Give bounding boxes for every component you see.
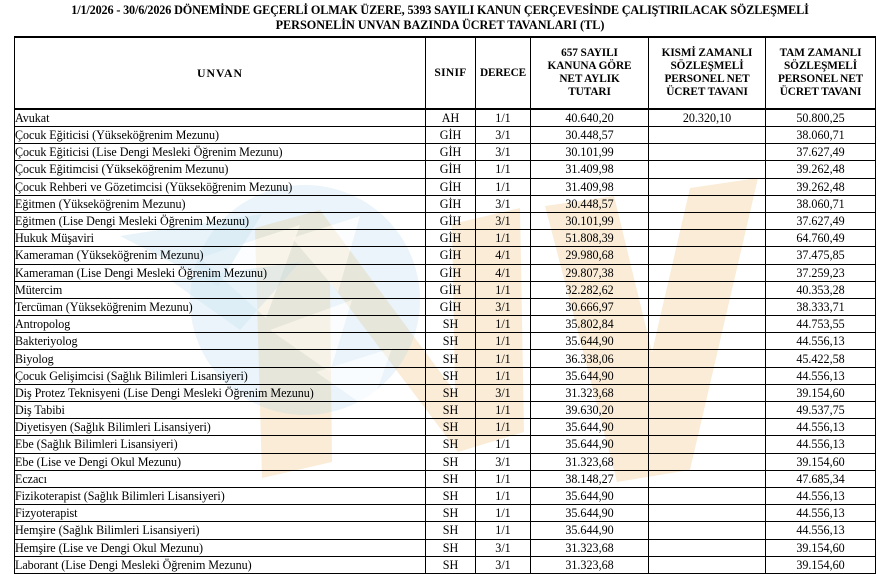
- cell-sinif: SH: [426, 505, 476, 522]
- table-row: [15, 402, 876, 419]
- table-row: [15, 127, 876, 144]
- page-title-line-1: 1/1/2026 - 30/6/2026 DÖNEMİNDE GEÇERLİ OLMAK ÜZERE, 5393 SAYILI KANUN ÇERÇEVESİNDE ÇALIŞTIRILACAK SÖZLEŞMELİ: [71, 3, 809, 17]
- cell-unvan: Eğitmen (Yükseköğrenim Mezunu): [15, 195, 426, 212]
- cell-unvan: Kameraman (Yükseköğrenim Mezunu): [15, 247, 426, 264]
- cell-tam: 38.060,71: [766, 195, 876, 212]
- cell-derece: 3/1: [476, 298, 531, 315]
- cell-tam: 37.627,49: [766, 212, 876, 229]
- cell-unvan: Diş Protez Teknisyeni (Lise Dengi Mesleki Öğrenim Mezunu): [15, 384, 426, 401]
- cell-tam: 40.353,28: [766, 281, 876, 298]
- cell-sinif: GİH: [426, 161, 476, 178]
- cell-derece: 3/1: [476, 212, 531, 229]
- column-header-derece: DERECE: [476, 37, 531, 109]
- header-line: PERSONEL NET: [777, 73, 864, 85]
- cell-sinif: SH: [426, 436, 476, 453]
- cell-kismi: 20.320,10: [649, 109, 766, 127]
- table-row: [15, 333, 876, 350]
- document-title-block: [0, 0, 880, 32]
- cell-tam: 64.760,49: [766, 230, 876, 247]
- table-header: [15, 37, 876, 109]
- cell-unvan: Antropolog: [15, 316, 426, 333]
- table-row: [15, 178, 876, 195]
- cell-unvan: Çocuk Eğiticisi (Lise Dengi Mesleki Öğrenim Mezunu): [15, 144, 426, 161]
- cell-net-aylik: 31.323,68: [531, 539, 649, 556]
- cell-kismi: [649, 470, 766, 487]
- cell-unvan: Laborant (Lise Dengi Mesleki Öğrenim Mezunu): [15, 556, 426, 573]
- cell-unvan: Kameraman (Lise Dengi Mesleki Öğrenim Mezunu): [15, 264, 426, 281]
- cell-net-aylik: 35.644,90: [531, 522, 649, 539]
- cell-net-aylik: 36.338,06: [531, 350, 649, 367]
- cell-kismi: [649, 384, 766, 401]
- cell-net-aylik: 35.644,90: [531, 436, 649, 453]
- table-row: [15, 539, 876, 556]
- cell-unvan: Biyolog: [15, 350, 426, 367]
- table-header-row: [15, 37, 876, 109]
- cell-derece: 1/1: [476, 281, 531, 298]
- column-header-tam-zamanli: [766, 37, 876, 109]
- cell-tam: 44.753,55: [766, 316, 876, 333]
- cell-unvan: Çocuk Eğitimcisi (Yükseköğrenim Mezunu): [15, 161, 426, 178]
- cell-derece: 1/1: [476, 350, 531, 367]
- cell-kismi: [649, 316, 766, 333]
- cell-kismi: [649, 195, 766, 212]
- table-row: [15, 144, 876, 161]
- cell-unvan: Ebe (Lise ve Dengi Okul Mezunu): [15, 453, 426, 470]
- cell-sinif: SH: [426, 470, 476, 487]
- cell-tam: 45.422,58: [766, 350, 876, 367]
- cell-kismi: [649, 144, 766, 161]
- cell-sinif: GİH: [426, 247, 476, 264]
- cell-net-aylik: 31.409,98: [531, 178, 649, 195]
- table-row: [15, 505, 876, 522]
- cell-net-aylik: 35.802,84: [531, 316, 649, 333]
- cell-tam: 39.154,60: [766, 384, 876, 401]
- table-row: [15, 350, 876, 367]
- cell-kismi: [649, 419, 766, 436]
- cell-unvan: Mütercim: [15, 281, 426, 298]
- cell-tam: 44.556,13: [766, 522, 876, 539]
- cell-net-aylik: 30.101,99: [531, 212, 649, 229]
- cell-derece: 1/1: [476, 230, 531, 247]
- table-row: [15, 470, 876, 487]
- cell-unvan: Bakteriyolog: [15, 333, 426, 350]
- cell-net-aylik: 35.644,90: [531, 367, 649, 384]
- cell-net-aylik: 31.323,68: [531, 556, 649, 573]
- cell-unvan: Fizyoterapist: [15, 505, 426, 522]
- cell-unvan: Eğitmen (Lise Dengi Mesleki Öğrenim Mezunu): [15, 212, 426, 229]
- cell-kismi: [649, 230, 766, 247]
- cell-net-aylik: 31.409,98: [531, 161, 649, 178]
- cell-derece: 1/1: [476, 161, 531, 178]
- cell-unvan: Diş Tabibi: [15, 402, 426, 419]
- cell-sinif: GİH: [426, 127, 476, 144]
- cell-kismi: [649, 333, 766, 350]
- cell-kismi: [649, 522, 766, 539]
- cell-tam: 44.556,13: [766, 436, 876, 453]
- salary-table: [14, 36, 876, 574]
- cell-net-aylik: 31.323,68: [531, 453, 649, 470]
- cell-unvan: Hemşire (Sağlık Bilimleri Lisansiyeri): [15, 522, 426, 539]
- cell-tam: 44.556,13: [766, 487, 876, 504]
- cell-derece: 1/1: [476, 522, 531, 539]
- cell-derece: 3/1: [476, 556, 531, 573]
- cell-kismi: [649, 350, 766, 367]
- cell-sinif: SH: [426, 556, 476, 573]
- header-line: TUTARI: [568, 86, 611, 98]
- cell-kismi: [649, 247, 766, 264]
- cell-derece: 3/1: [476, 127, 531, 144]
- cell-net-aylik: 31.323,68: [531, 384, 649, 401]
- table-row: [15, 264, 876, 281]
- cell-tam: 44.556,13: [766, 419, 876, 436]
- cell-sinif: SH: [426, 539, 476, 556]
- cell-kismi: [649, 402, 766, 419]
- cell-derece: 1/1: [476, 402, 531, 419]
- cell-derece: 1/1: [476, 178, 531, 195]
- table-row: [15, 161, 876, 178]
- cell-derece: 1/1: [476, 487, 531, 504]
- cell-unvan: Hukuk Müşaviri: [15, 230, 426, 247]
- cell-derece: 3/1: [476, 144, 531, 161]
- cell-derece: 4/1: [476, 247, 531, 264]
- cell-sinif: SH: [426, 333, 476, 350]
- table-row: [15, 384, 876, 401]
- cell-kismi: [649, 367, 766, 384]
- cell-net-aylik: 40.640,20: [531, 109, 649, 127]
- header-line: SÖZLEŞMELİ: [670, 60, 744, 72]
- cell-sinif: GİH: [426, 230, 476, 247]
- cell-sinif: SH: [426, 350, 476, 367]
- table-row: [15, 109, 876, 127]
- cell-unvan: Tercüman (Yükseköğrenim Mezunu): [15, 298, 426, 315]
- cell-kismi: [649, 453, 766, 470]
- cell-derece: 1/1: [476, 436, 531, 453]
- cell-derece: 3/1: [476, 195, 531, 212]
- cell-kismi: [649, 539, 766, 556]
- cell-net-aylik: 32.282,62: [531, 281, 649, 298]
- cell-kismi: [649, 436, 766, 453]
- cell-unvan: Diyetisyen (Sağlık Bilimleri Lisansiyeri): [15, 419, 426, 436]
- table-row: [15, 436, 876, 453]
- header-line: SÖZLEŞMELİ: [783, 60, 858, 72]
- header-line: ÜCRET TAVANI: [779, 86, 862, 98]
- cell-tam: 44.556,13: [766, 505, 876, 522]
- cell-sinif: SH: [426, 419, 476, 436]
- cell-sinif: SH: [426, 384, 476, 401]
- cell-net-aylik: 29.807,38: [531, 264, 649, 281]
- header-line: TAM ZAMANLI: [779, 47, 862, 59]
- cell-net-aylik: 38.148,27: [531, 470, 649, 487]
- cell-derece: 3/1: [476, 453, 531, 470]
- cell-kismi: [649, 556, 766, 573]
- cell-unvan: Çocuk Gelişimcisi (Sağlık Bilimleri Lisansiyeri): [15, 367, 426, 384]
- cell-derece: 1/1: [476, 367, 531, 384]
- cell-sinif: SH: [426, 487, 476, 504]
- cell-net-aylik: 30.101,99: [531, 144, 649, 161]
- cell-sinif: GİH: [426, 264, 476, 281]
- cell-tam: 37.627,49: [766, 144, 876, 161]
- cell-tam: 47.685,34: [766, 470, 876, 487]
- cell-unvan: Hemşire (Lise ve Dengi Okul Mezunu): [15, 539, 426, 556]
- cell-unvan: Fizikoterapist (Sağlık Bilimleri Lisansiyeri): [15, 487, 426, 504]
- cell-sinif: SH: [426, 522, 476, 539]
- cell-net-aylik: 39.630,20: [531, 402, 649, 419]
- cell-kismi: [649, 161, 766, 178]
- table-row: [15, 453, 876, 470]
- cell-sinif: SH: [426, 316, 476, 333]
- salary-table-container: [14, 36, 875, 574]
- cell-unvan: Ebe (Sağlık Bilimleri Lisansiyeri): [15, 436, 426, 453]
- table-row: [15, 556, 876, 573]
- cell-derece: 4/1: [476, 264, 531, 281]
- cell-tam: 50.800,25: [766, 109, 876, 127]
- cell-tam: 39.154,60: [766, 453, 876, 470]
- header-line: NET AYLIK: [559, 73, 620, 85]
- table-row: [15, 522, 876, 539]
- cell-sinif: GİH: [426, 144, 476, 161]
- table-row: [15, 230, 876, 247]
- table-row: [15, 247, 876, 264]
- table-body: [15, 109, 876, 573]
- cell-unvan: Çocuk Eğiticisi (Yükseköğrenim Mezunu): [15, 127, 426, 144]
- cell-tam: 44.556,13: [766, 367, 876, 384]
- cell-derece: 1/1: [476, 109, 531, 127]
- table-row: [15, 281, 876, 298]
- cell-tam: 38.333,71: [766, 298, 876, 315]
- cell-unvan: Eczacı: [15, 470, 426, 487]
- cell-derece: 3/1: [476, 384, 531, 401]
- page-title-line-2: PERSONELİN UNVAN BAZINDA ÜCRET TAVANLARI (TL): [275, 17, 605, 32]
- header-line: KANUNA GÖRE: [547, 60, 632, 72]
- cell-kismi: [649, 212, 766, 229]
- cell-tam: 39.262,48: [766, 161, 876, 178]
- cell-sinif: SH: [426, 367, 476, 384]
- table-row: [15, 298, 876, 315]
- table-row: [15, 316, 876, 333]
- column-header-net-aylik-tutari: [531, 37, 649, 109]
- cell-derece: 1/1: [476, 333, 531, 350]
- cell-tam: 39.154,60: [766, 539, 876, 556]
- cell-sinif: SH: [426, 402, 476, 419]
- cell-sinif: GİH: [426, 178, 476, 195]
- cell-net-aylik: 30.666,97: [531, 298, 649, 315]
- cell-net-aylik: 30.448,57: [531, 127, 649, 144]
- cell-kismi: [649, 487, 766, 504]
- cell-tam: 38.060,71: [766, 127, 876, 144]
- table-row: [15, 212, 876, 229]
- header-line: 657 SAYILI: [561, 47, 618, 59]
- column-header-unvan: UNVAN: [15, 37, 426, 109]
- cell-net-aylik: 35.644,90: [531, 333, 649, 350]
- cell-tam: 39.154,60: [766, 556, 876, 573]
- cell-tam: 49.537,75: [766, 402, 876, 419]
- cell-derece: 1/1: [476, 419, 531, 436]
- column-header-sinif: SINIF: [426, 37, 476, 109]
- cell-tam: 44.556,13: [766, 333, 876, 350]
- header-line: KISMİ ZAMANLI: [661, 47, 753, 59]
- cell-tam: 39.262,48: [766, 178, 876, 195]
- cell-net-aylik: 35.644,90: [531, 419, 649, 436]
- cell-derece: 1/1: [476, 316, 531, 333]
- cell-unvan: Avukat: [15, 109, 426, 127]
- cell-net-aylik: 51.808,39: [531, 230, 649, 247]
- cell-sinif: GİH: [426, 281, 476, 298]
- cell-net-aylik: 35.644,90: [531, 487, 649, 504]
- cell-tam: 37.475,85: [766, 247, 876, 264]
- header-line: ÜCRET TAVANI: [666, 86, 748, 98]
- cell-sinif: GİH: [426, 195, 476, 212]
- cell-kismi: [649, 505, 766, 522]
- cell-net-aylik: 29.980,68: [531, 247, 649, 264]
- column-header-kismi-zamanli: [649, 37, 766, 109]
- cell-net-aylik: 35.644,90: [531, 505, 649, 522]
- cell-kismi: [649, 298, 766, 315]
- cell-derece: 1/1: [476, 505, 531, 522]
- table-row: [15, 367, 876, 384]
- cell-tam: 37.259,23: [766, 264, 876, 281]
- cell-derece: 3/1: [476, 539, 531, 556]
- cell-sinif: GİH: [426, 298, 476, 315]
- cell-net-aylik: 30.448,57: [531, 195, 649, 212]
- cell-kismi: [649, 127, 766, 144]
- cell-kismi: [649, 281, 766, 298]
- cell-sinif: AH: [426, 109, 476, 127]
- cell-sinif: SH: [426, 453, 476, 470]
- cell-kismi: [649, 178, 766, 195]
- cell-kismi: [649, 264, 766, 281]
- cell-unvan: Çocuk Rehberi ve Gözetimcisi (Yükseköğrenim Mezunu): [15, 178, 426, 195]
- table-row: [15, 487, 876, 504]
- cell-derece: 1/1: [476, 470, 531, 487]
- cell-sinif: GİH: [426, 212, 476, 229]
- header-line: PERSONEL NET: [664, 73, 750, 85]
- table-row: [15, 195, 876, 212]
- table-row: [15, 419, 876, 436]
